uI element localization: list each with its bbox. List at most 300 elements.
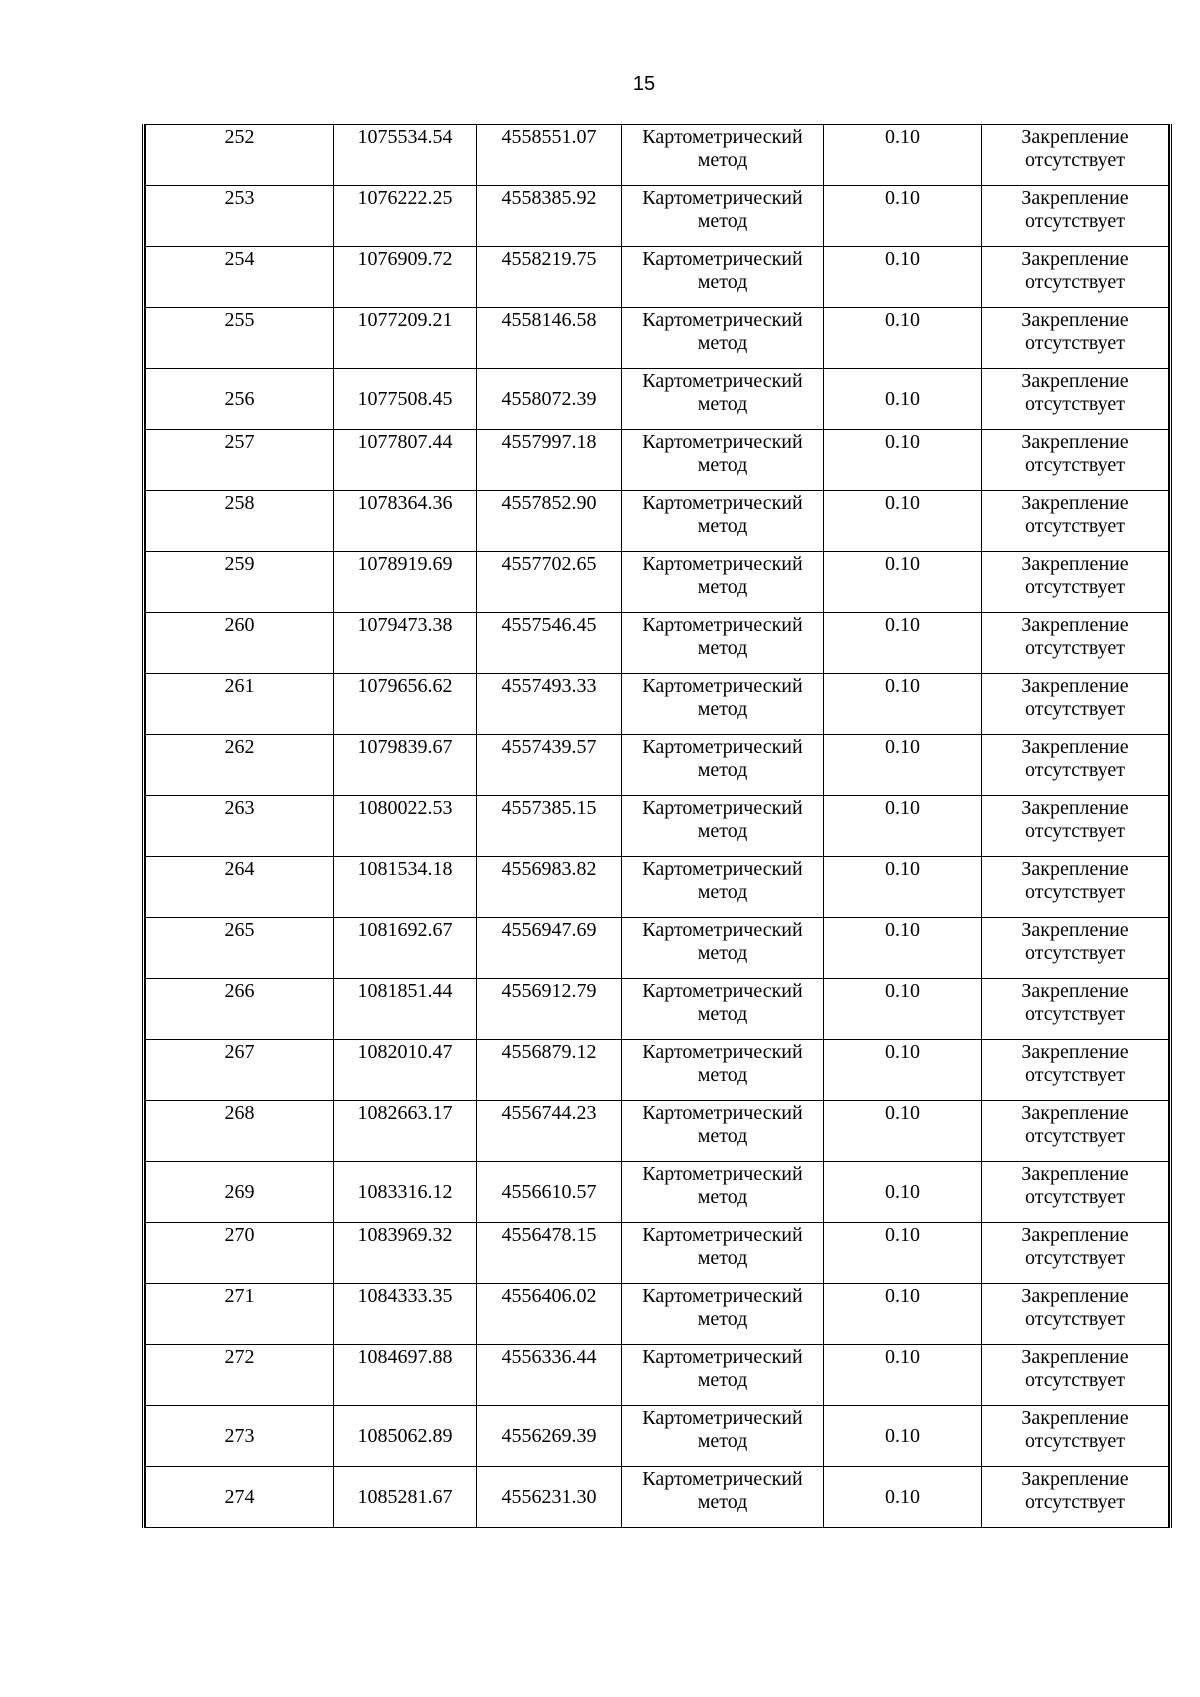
y-coordinate-cell [477, 857, 622, 918]
point-number: 265 [224, 919, 255, 941]
fixation-line-1: Закрепление [1021, 553, 1129, 575]
x-coordinate-cell [334, 491, 477, 552]
point-number: 271 [224, 1285, 255, 1307]
x-coordinate-cell [334, 369, 477, 430]
method-line-1: Картометрический [642, 614, 803, 636]
fixation-cell [982, 1345, 1169, 1406]
y-coordinate: 4557546.45 [501, 614, 597, 636]
point-number: 268 [224, 1102, 255, 1124]
accuracy-value: 0.10 [885, 309, 920, 331]
point-number-cell [146, 918, 334, 979]
point-number: 264 [224, 858, 255, 880]
table-row [146, 1040, 1169, 1101]
y-coordinate-cell [477, 1406, 622, 1467]
accuracy-cell [824, 1223, 982, 1284]
table-row [146, 552, 1169, 613]
y-coordinate: 4556269.39 [501, 1424, 597, 1447]
method-line-2: метод [697, 1247, 748, 1269]
point-number: 253 [224, 187, 255, 209]
x-coordinate-cell [334, 918, 477, 979]
x-coordinate: 1076909.72 [357, 248, 453, 270]
fixation-line-1: Закрепление [1021, 919, 1129, 941]
method-line-2: метод [697, 1369, 748, 1391]
fixation-line-2: отсутствует [1024, 210, 1126, 232]
fixation-cell [982, 308, 1169, 369]
y-coordinate-cell [477, 369, 622, 430]
point-number: 256 [224, 387, 255, 410]
y-coordinate: 4556610.57 [501, 1180, 597, 1203]
fixation-cell [982, 430, 1169, 491]
table-row [146, 613, 1169, 674]
coordinates-table-grid [145, 124, 1169, 1528]
method-line-1: Картометрический [642, 736, 803, 758]
method-line-1: Картометрический [642, 553, 803, 575]
y-coordinate-cell [477, 1040, 622, 1101]
method-line-1: Картометрический [642, 858, 803, 880]
method-line-1: Картометрический [642, 980, 803, 1002]
fixation-line-1: Закрепление [1021, 248, 1129, 270]
y-coordinate-cell [477, 1284, 622, 1345]
method-cell [622, 1040, 824, 1101]
fixation-line-1: Закрепление [1021, 309, 1129, 331]
point-number-cell [146, 308, 334, 369]
method-cell [622, 857, 824, 918]
method-cell [622, 369, 824, 430]
accuracy-value: 0.10 [885, 248, 920, 270]
x-coordinate: 1079839.67 [357, 736, 453, 758]
x-coordinate: 1079656.62 [357, 675, 453, 697]
method-cell [622, 979, 824, 1040]
method-cell [622, 308, 824, 369]
point-number-cell [146, 1284, 334, 1345]
x-coordinate: 1077209.21 [357, 309, 453, 331]
table-row [146, 369, 1169, 430]
method-cell [622, 613, 824, 674]
fixation-cell [982, 1101, 1169, 1162]
accuracy-cell [824, 186, 982, 247]
method-cell [622, 491, 824, 552]
y-coordinate-cell [477, 308, 622, 369]
point-number-cell [146, 735, 334, 796]
x-coordinate: 1084697.88 [357, 1346, 453, 1368]
method-line-2: метод [697, 1003, 748, 1025]
fixation-line-2: отсутствует [1024, 149, 1126, 171]
method-line-2: метод [697, 149, 748, 171]
point-number: 262 [224, 736, 255, 758]
method-cell [622, 1284, 824, 1345]
fixation-line-2: отсутствует [1024, 1247, 1126, 1269]
method-line-1: Картометрический [642, 1224, 803, 1246]
method-line-1: Картометрический [642, 1102, 803, 1124]
table-body [146, 125, 1169, 1528]
fixation-line-2: отсутствует [1024, 1003, 1126, 1025]
fixation-line-1: Закрепление [1021, 370, 1129, 392]
y-coordinate: 4557439.57 [501, 736, 597, 758]
method-cell [622, 1101, 824, 1162]
method-cell [622, 1406, 824, 1467]
method-line-2: метод [697, 515, 748, 537]
x-coordinate-cell [334, 857, 477, 918]
method-cell [622, 552, 824, 613]
fixation-line-1: Закрепление [1021, 1041, 1129, 1063]
accuracy-cell [824, 430, 982, 491]
accuracy-cell [824, 1406, 982, 1467]
fixation-line-2: отсутствует [1024, 698, 1126, 720]
accuracy-cell [824, 1467, 982, 1528]
y-coordinate-cell [477, 735, 622, 796]
accuracy-value: 0.10 [885, 1224, 920, 1246]
x-coordinate-cell [334, 247, 477, 308]
y-coordinate: 4557852.90 [501, 492, 597, 514]
point-number: 261 [224, 675, 255, 697]
table-row [146, 1467, 1169, 1528]
point-number-cell [146, 186, 334, 247]
x-coordinate: 1083316.12 [357, 1180, 453, 1203]
fixation-line-1: Закрепление [1021, 1468, 1129, 1490]
accuracy-cell [824, 1162, 982, 1223]
y-coordinate-cell [477, 247, 622, 308]
accuracy-value: 0.10 [885, 1285, 920, 1307]
x-coordinate-cell [334, 613, 477, 674]
y-coordinate-cell [477, 1467, 622, 1528]
table-row [146, 1284, 1169, 1345]
method-line-2: метод [697, 1308, 748, 1330]
fixation-cell [982, 369, 1169, 430]
method-line-1: Картометрический [642, 675, 803, 697]
x-coordinate: 1077807.44 [357, 431, 453, 453]
method-line-1: Картометрический [642, 1285, 803, 1307]
accuracy-value: 0.10 [885, 1424, 920, 1447]
fixation-line-2: отсутствует [1024, 271, 1126, 293]
x-coordinate-cell [334, 979, 477, 1040]
y-coordinate: 4556478.15 [501, 1224, 597, 1246]
x-coordinate-cell [334, 552, 477, 613]
method-line-2: метод [697, 1430, 748, 1452]
fixation-line-2: отсутствует [1024, 1125, 1126, 1147]
fixation-line-1: Закрепление [1021, 858, 1129, 880]
x-coordinate: 1077508.45 [357, 387, 453, 410]
accuracy-value: 0.10 [885, 492, 920, 514]
accuracy-cell [824, 979, 982, 1040]
point-number: 252 [224, 126, 255, 148]
method-cell [622, 918, 824, 979]
accuracy-value: 0.10 [885, 553, 920, 575]
method-line-2: метод [697, 698, 748, 720]
x-coordinate-cell [334, 735, 477, 796]
table-row [146, 430, 1169, 491]
fixation-line-2: отсутствует [1024, 942, 1126, 964]
accuracy-cell [824, 613, 982, 674]
fixation-line-2: отсутствует [1024, 1186, 1126, 1208]
fixation-line-1: Закрепление [1021, 431, 1129, 453]
fixation-cell [982, 1284, 1169, 1345]
y-coordinate: 4557997.18 [501, 431, 597, 453]
method-cell [622, 735, 824, 796]
x-coordinate: 1082663.17 [357, 1102, 453, 1124]
fixation-line-1: Закрепление [1021, 1285, 1129, 1307]
accuracy-value: 0.10 [885, 126, 920, 148]
point-number: 266 [224, 980, 255, 1002]
method-line-1: Картометрический [642, 1041, 803, 1063]
y-coordinate-cell [477, 491, 622, 552]
accuracy-cell [824, 857, 982, 918]
accuracy-cell [824, 796, 982, 857]
method-line-2: метод [697, 759, 748, 781]
x-coordinate-cell [334, 1040, 477, 1101]
point-number: 270 [224, 1224, 255, 1246]
x-coordinate: 1079473.38 [357, 614, 453, 636]
accuracy-value: 0.10 [885, 797, 920, 819]
method-cell [622, 430, 824, 491]
x-coordinate-cell [334, 308, 477, 369]
accuracy-cell [824, 674, 982, 735]
x-coordinate-cell [334, 1467, 477, 1528]
table-row [146, 918, 1169, 979]
method-line-2: метод [697, 637, 748, 659]
page-number: 15 [632, 73, 656, 95]
table-row [146, 979, 1169, 1040]
method-line-2: метод [697, 1125, 748, 1147]
point-number: 254 [224, 248, 255, 270]
accuracy-value: 0.10 [885, 1485, 920, 1508]
table-row [146, 125, 1169, 186]
fixation-line-1: Закрепление [1021, 1407, 1129, 1429]
y-coordinate: 4556744.23 [501, 1102, 597, 1124]
fixation-line-2: отсутствует [1024, 1308, 1126, 1330]
fixation-line-2: отсутствует [1024, 515, 1126, 537]
accuracy-cell [824, 918, 982, 979]
point-number-cell [146, 430, 334, 491]
y-coordinate-cell [477, 1101, 622, 1162]
point-number-cell [146, 674, 334, 735]
fixation-cell [982, 674, 1169, 735]
fixation-line-1: Закрепление [1021, 1102, 1129, 1124]
fixation-cell [982, 796, 1169, 857]
accuracy-value: 0.10 [885, 980, 920, 1002]
accuracy-cell [824, 1345, 982, 1406]
point-number: 267 [224, 1041, 255, 1063]
method-cell [622, 1223, 824, 1284]
fixation-cell [982, 613, 1169, 674]
accuracy-value: 0.10 [885, 1346, 920, 1368]
y-coordinate: 4557493.33 [501, 675, 597, 697]
y-coordinate: 4556231.30 [501, 1485, 597, 1508]
accuracy-cell [824, 308, 982, 369]
fixation-line-1: Закрепление [1021, 797, 1129, 819]
x-coordinate: 1082010.47 [357, 1041, 453, 1063]
x-coordinate-cell [334, 186, 477, 247]
fixation-cell [982, 979, 1169, 1040]
y-coordinate: 4558072.39 [501, 387, 597, 410]
method-cell [622, 1345, 824, 1406]
y-coordinate-cell [477, 918, 622, 979]
method-line-1: Картометрический [642, 309, 803, 331]
x-coordinate: 1078364.36 [357, 492, 453, 514]
point-number-cell [146, 369, 334, 430]
table-row [146, 247, 1169, 308]
fixation-line-1: Закрепление [1021, 1224, 1129, 1246]
x-coordinate-cell [334, 1223, 477, 1284]
method-line-2: метод [697, 942, 748, 964]
fixation-line-1: Закрепление [1021, 736, 1129, 758]
fixation-cell [982, 125, 1169, 186]
y-coordinate: 4557385.15 [501, 797, 597, 819]
accuracy-value: 0.10 [885, 187, 920, 209]
y-coordinate: 4558385.92 [501, 187, 597, 209]
method-cell [622, 186, 824, 247]
accuracy-value: 0.10 [885, 614, 920, 636]
y-coordinate: 4556879.12 [501, 1041, 597, 1063]
y-coordinate: 4558146.58 [501, 309, 597, 331]
method-cell [622, 247, 824, 308]
fixation-line-1: Закрепление [1021, 614, 1129, 636]
point-number: 255 [224, 309, 255, 331]
method-line-2: метод [697, 454, 748, 476]
accuracy-cell [824, 369, 982, 430]
point-number: 269 [224, 1180, 255, 1203]
y-coordinate-cell [477, 979, 622, 1040]
method-line-2: метод [697, 1064, 748, 1086]
fixation-line-2: отсутствует [1024, 1491, 1126, 1513]
x-coordinate: 1076222.25 [357, 187, 453, 209]
y-coordinate: 4556336.44 [501, 1346, 597, 1368]
accuracy-value: 0.10 [885, 1180, 920, 1203]
fixation-line-1: Закрепление [1021, 126, 1129, 148]
fixation-line-2: отсутствует [1024, 759, 1126, 781]
x-coordinate-cell [334, 796, 477, 857]
method-line-1: Картометрический [642, 1163, 803, 1185]
accuracy-cell [824, 491, 982, 552]
x-coordinate: 1081692.67 [357, 919, 453, 941]
point-number-cell [146, 1345, 334, 1406]
method-cell [622, 1162, 824, 1223]
method-line-2: метод [697, 393, 748, 415]
accuracy-cell [824, 1101, 982, 1162]
fixation-line-2: отсутствует [1024, 576, 1126, 598]
fixation-cell [982, 247, 1169, 308]
accuracy-cell [824, 735, 982, 796]
point-number-cell [146, 1162, 334, 1223]
point-number-cell [146, 613, 334, 674]
table-row [146, 796, 1169, 857]
method-line-1: Картометрический [642, 248, 803, 270]
method-line-1: Картометрический [642, 1346, 803, 1368]
y-coordinate: 4556983.82 [501, 858, 597, 880]
y-coordinate-cell [477, 552, 622, 613]
fixation-line-1: Закрепление [1021, 492, 1129, 514]
point-number: 272 [224, 1346, 255, 1368]
method-line-1: Картометрический [642, 126, 803, 148]
point-number: 263 [224, 797, 255, 819]
x-coordinate-cell [334, 1406, 477, 1467]
y-coordinate: 4556406.02 [501, 1285, 597, 1307]
method-line-1: Картометрический [642, 370, 803, 392]
fixation-cell [982, 1223, 1169, 1284]
point-number-cell [146, 857, 334, 918]
fixation-line-1: Закрепление [1021, 1163, 1129, 1185]
accuracy-value: 0.10 [885, 675, 920, 697]
fixation-line-2: отсутствует [1024, 393, 1126, 415]
y-coordinate: 4556947.69 [501, 919, 597, 941]
table-row [146, 1162, 1169, 1223]
table-row [146, 1406, 1169, 1467]
point-number-cell [146, 1223, 334, 1284]
y-coordinate-cell [477, 796, 622, 857]
method-line-2: метод [697, 271, 748, 293]
coordinates-table [142, 124, 1172, 1528]
x-coordinate-cell [334, 1345, 477, 1406]
fixation-cell [982, 1406, 1169, 1467]
point-number: 259 [224, 553, 255, 575]
accuracy-value: 0.10 [885, 1041, 920, 1063]
fixation-line-2: отсутствует [1024, 820, 1126, 842]
point-number: 258 [224, 492, 255, 514]
x-coordinate: 1080022.53 [357, 797, 453, 819]
x-coordinate-cell [334, 1162, 477, 1223]
y-coordinate-cell [477, 613, 622, 674]
method-cell [622, 674, 824, 735]
x-coordinate: 1084333.35 [357, 1285, 453, 1307]
y-coordinate-cell [477, 430, 622, 491]
table-row [146, 308, 1169, 369]
table-row [146, 1345, 1169, 1406]
point-number: 257 [224, 431, 255, 453]
method-line-2: метод [697, 210, 748, 232]
fixation-cell [982, 552, 1169, 613]
y-coordinate-cell [477, 1345, 622, 1406]
method-line-1: Картометрический [642, 1407, 803, 1429]
fixation-line-1: Закрепление [1021, 980, 1129, 1002]
method-cell [622, 125, 824, 186]
point-number-cell [146, 796, 334, 857]
point-number-cell [146, 247, 334, 308]
accuracy-cell [824, 247, 982, 308]
fixation-line-1: Закрепление [1021, 1346, 1129, 1368]
fixation-line-2: отсутствует [1024, 454, 1126, 476]
y-coordinate-cell [477, 125, 622, 186]
point-number-cell [146, 1406, 334, 1467]
fixation-line-1: Закрепление [1021, 187, 1129, 209]
table-row [146, 186, 1169, 247]
x-coordinate-cell [334, 125, 477, 186]
table-row [146, 857, 1169, 918]
y-coordinate: 4558219.75 [501, 248, 597, 270]
accuracy-value: 0.10 [885, 387, 920, 410]
method-cell [622, 1467, 824, 1528]
fixation-line-2: отсутствует [1024, 881, 1126, 903]
accuracy-value: 0.10 [885, 736, 920, 758]
table-row [146, 674, 1169, 735]
accuracy-value: 0.10 [885, 1102, 920, 1124]
fixation-cell [982, 186, 1169, 247]
fixation-line-2: отсутствует [1024, 1369, 1126, 1391]
fixation-line-2: отсутствует [1024, 332, 1126, 354]
method-line-1: Картометрический [642, 187, 803, 209]
accuracy-cell [824, 552, 982, 613]
method-line-2: метод [697, 820, 748, 842]
method-line-1: Картометрический [642, 919, 803, 941]
x-coordinate: 1085281.67 [357, 1485, 453, 1508]
point-number-cell [146, 979, 334, 1040]
x-coordinate-cell [334, 430, 477, 491]
y-coordinate-cell [477, 1223, 622, 1284]
accuracy-value: 0.10 [885, 919, 920, 941]
point-number: 260 [224, 614, 255, 636]
method-cell [622, 796, 824, 857]
x-coordinate: 1083969.32 [357, 1224, 453, 1246]
point-number-cell [146, 1467, 334, 1528]
point-number-cell [146, 552, 334, 613]
